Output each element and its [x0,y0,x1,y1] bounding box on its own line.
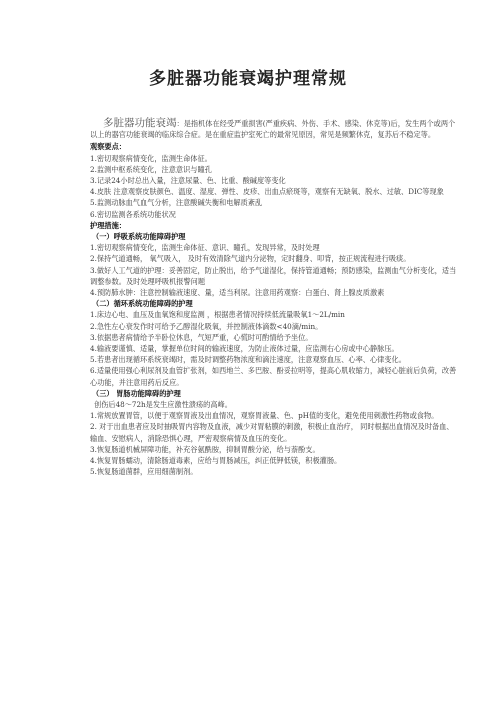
section3-item: 4.恢复胃肠蠕动，清除肠道毒素，应给与胃肠减压，纠正低钾低镁，积极灌肠。 [90,456,342,466]
measures-heading: 护理措施： [90,220,126,230]
section2-item: 1.床边心电、血压及血氧饱和度监测 ，根据患者情况持续低流量吸氧1～2L/min [90,310,345,320]
section1-item: 2.保持气道通畅， 氧气吸入， 及时有效清除气道内分泌物，定时翻身、叩背，按正规流程进行吸痰。 [90,254,411,264]
page-title: 多脏器功能衰竭护理常规 [149,69,347,89]
section3-title: （三） 胃肠功能障碍的护理 [92,388,181,398]
observe-item: 4.皮肤 注意观察皮肤颜色、温度、湿度、弹性、皮疹、出血点瘀斑等，观察有无缺氧、脱水、过敏、DIC等现象 [90,187,444,197]
observe-item: 5.监测动脉血气血气分析，注意酸碱失衡和电解质紊乱 [90,198,263,208]
section3-item: 1.常规放置胃管，以便于观察胃液及出血情况，观察胃液量、色、pH值的变化，避免使用刺激性药物或食物。 [90,411,439,421]
observe-item: 6.密切监测各系统功能状况 [90,209,176,219]
section2-list [90,309,460,387]
observe-item: 3.记录24小时总出入量，注意尿量、色、比重、酸碱度等变化 [90,176,286,186]
section1-list [90,242,460,298]
observe-list [90,153,460,220]
section2-item: 2.急性左心衰发作时可给予乙醇湿化吸氧，并控制液体滴数<40滴/min。 [90,321,323,331]
section3-intro: 创伤后48～72h是发生应激性溃疡的高峰。 [94,400,232,410]
section3-list [90,410,460,477]
section2-item: 6.适量使用强心利尿剂及血管扩张剂，如西地兰、多巴胺、酚妥拉明等，提高心肌收缩力，减轻心脏前后负荷，改善心功能，并注意用药后反应。 [90,366,457,387]
section1-item: 3.做好人工气道的护理：妥善固定，防止脱出，给予气道湿化，保持管道通畅；预防感染，监测血气分析变化，适当调整参数。及时处理呼吸机报警问题 [90,265,457,286]
section2-item: 3.依据患者病情给予半卧位休息，气短严重，心慌时可酌情给予坐位。 [90,332,313,342]
observe-item: 1.密切观察病情变化，监测生命体征。 [90,153,212,163]
document-body [90,118,460,478]
section2-item: 4.输液要谨慎、适量，掌握单位时间的输液速度，为防止液体过量，应监测右心房或中心静脉压。 [90,344,399,354]
section1-title: （一）呼吸系统功能障碍护理 [92,232,186,242]
section1-item: 4.预防肺水肿：注意控制输液速度、量，适当利尿。注意用药观察：白蛋白、肾上腺皮质激素 [90,288,385,298]
observe-heading: 观察要点： [90,142,126,152]
section1-item: 1.密切观察病情变化，监测生命体征、意识、瞳孔，发现异常，及时处理 [90,243,320,253]
observe-item: 2.监测中枢系统变化，注意意识与瞳孔 [90,164,212,174]
section2-item: 5.若患者出现循环系统衰竭时，需及时调整药物浓度和滴注速度，注意观察血压、心率、心律变化。 [90,355,406,365]
intro-lead: 多脏器功能衰竭 [103,117,177,129]
section2-title: （二）循环系统功能障碍的护理 [92,299,193,309]
section3-item: 2. 对于出血患者应及时抽吸胃内容物及血液，减少对胃粘膜的刺激，积极止血治疗， 同时根据出血情况及时备血、输血、安慰病人，消除恐惧心理，严密观察病情及血压的变化。 [90,422,454,443]
intro-paragraph [90,118,460,140]
section3-item: 3.恢复肠道机械屏障功能，补充谷氨酰胺，抑制胃酸分泌，给与萘酚支。 [90,444,320,454]
section3-item: 5.恢复肠道菌群，应用细菌制剂。 [90,467,198,477]
intro-text: ：是指机体在经受严重损害(严重疾病、外伤、手术、感染、休克等)后，发生两个或两个以上的器官功能衰竭的临床综合症。是在重症监护室死亡的最常见原因，常见是频繁休克，复苏后不稳定等。 [90,119,456,140]
